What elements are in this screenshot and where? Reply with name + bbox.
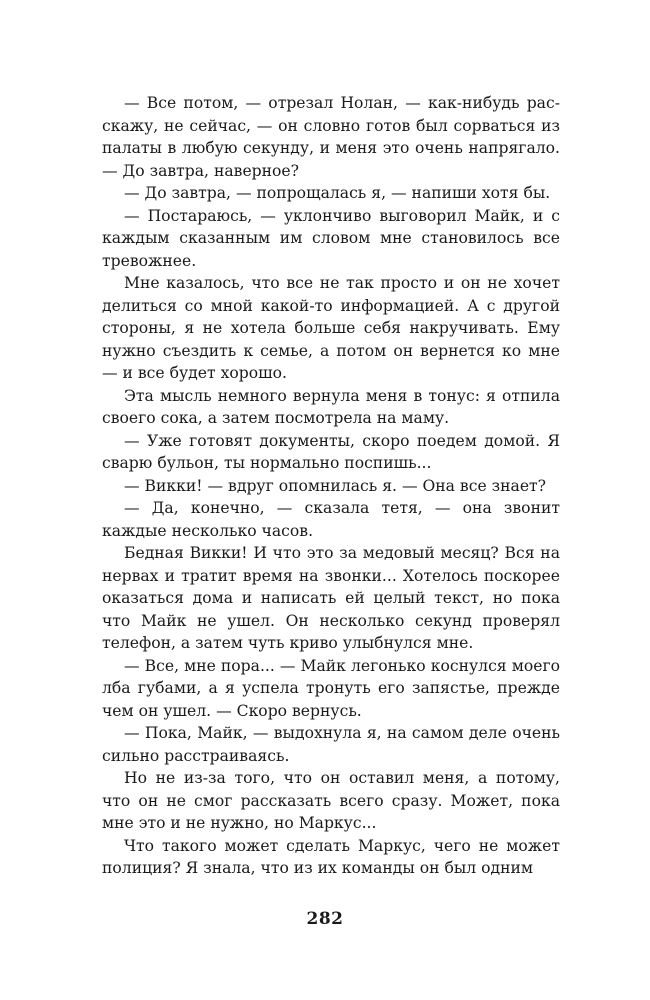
paragraph-7: — Викки! — вдруг опомнилась я. — Она все знает? <box>124 476 547 495</box>
paragraph-8: — Да, конечно, — сказала тетя, — она звонит каждые несколько часов. <box>102 499 560 540</box>
paragraph-9: Бедная Викки! И что это за медовый месяц? Вся на нервах и тратит время на звонки... Хотелось поскорее оказаться дома и написать ей целый текст, но пока что Майк не ушел. Он несколько секунд проверял телефон, а затем чуть криво улыбнулся мне. <box>102 544 560 652</box>
paragraph-1: — Все потом, — отрезал Нолан, — как-нибудь расскажу, не сейчас, — он словно готов был сорваться из палаты в любую секунду, и меня это очень напрягало. — До завтра, наверное? <box>102 94 560 180</box>
paragraph-13: Что такого может сделать Маркус, чего не может полиция? Я знала, что из их команды он был одним <box>102 836 560 877</box>
paragraph-11: — Пока, Майк, — выдохнула я, на самом деле очень сильно расстраиваясь. <box>102 724 560 765</box>
paragraph-5: Эта мысль немного вернула меня в тонус: я отпила своего сока, а затем посмотрела на маму. <box>102 386 560 427</box>
paragraph-10: — Все, мне пора... — Майк легонько коснулся моего лба губами, а я успела тронуть его запястье, прежде чем он ушел. — Скоро вернусь. <box>102 656 560 720</box>
page-number: 282 <box>306 909 344 929</box>
paragraph-12: Но не из-за того, что он оставил меня, а потому, что он не смог рассказать всего сразу. Может, пока мне это и не нужно, но Маркус... <box>102 769 560 832</box>
paragraph-6: — Уже готовят документы, скоро поедем домой. Я сварю бульон, ты нормально поспишь... <box>102 431 560 472</box>
page-text-block <box>102 92 560 880</box>
paragraph-2: — До завтра, — попрощалась я, — напиши хотя бы. <box>124 184 551 202</box>
paragraph-4: Мне казалось, что все не так просто и он не хочет делиться со мной какой-то информацией. А с другой стороны, я не хотела больше себя накручивать. Ему нужно съездить к семье, а потом он вернется ко мне — и все будет хорошо. <box>102 274 560 382</box>
paragraph-3: — Постараюсь, — уклончиво выговорил Майк, и с каждым сказанным им словом мне становилось все тревожнее. <box>102 206 560 270</box>
